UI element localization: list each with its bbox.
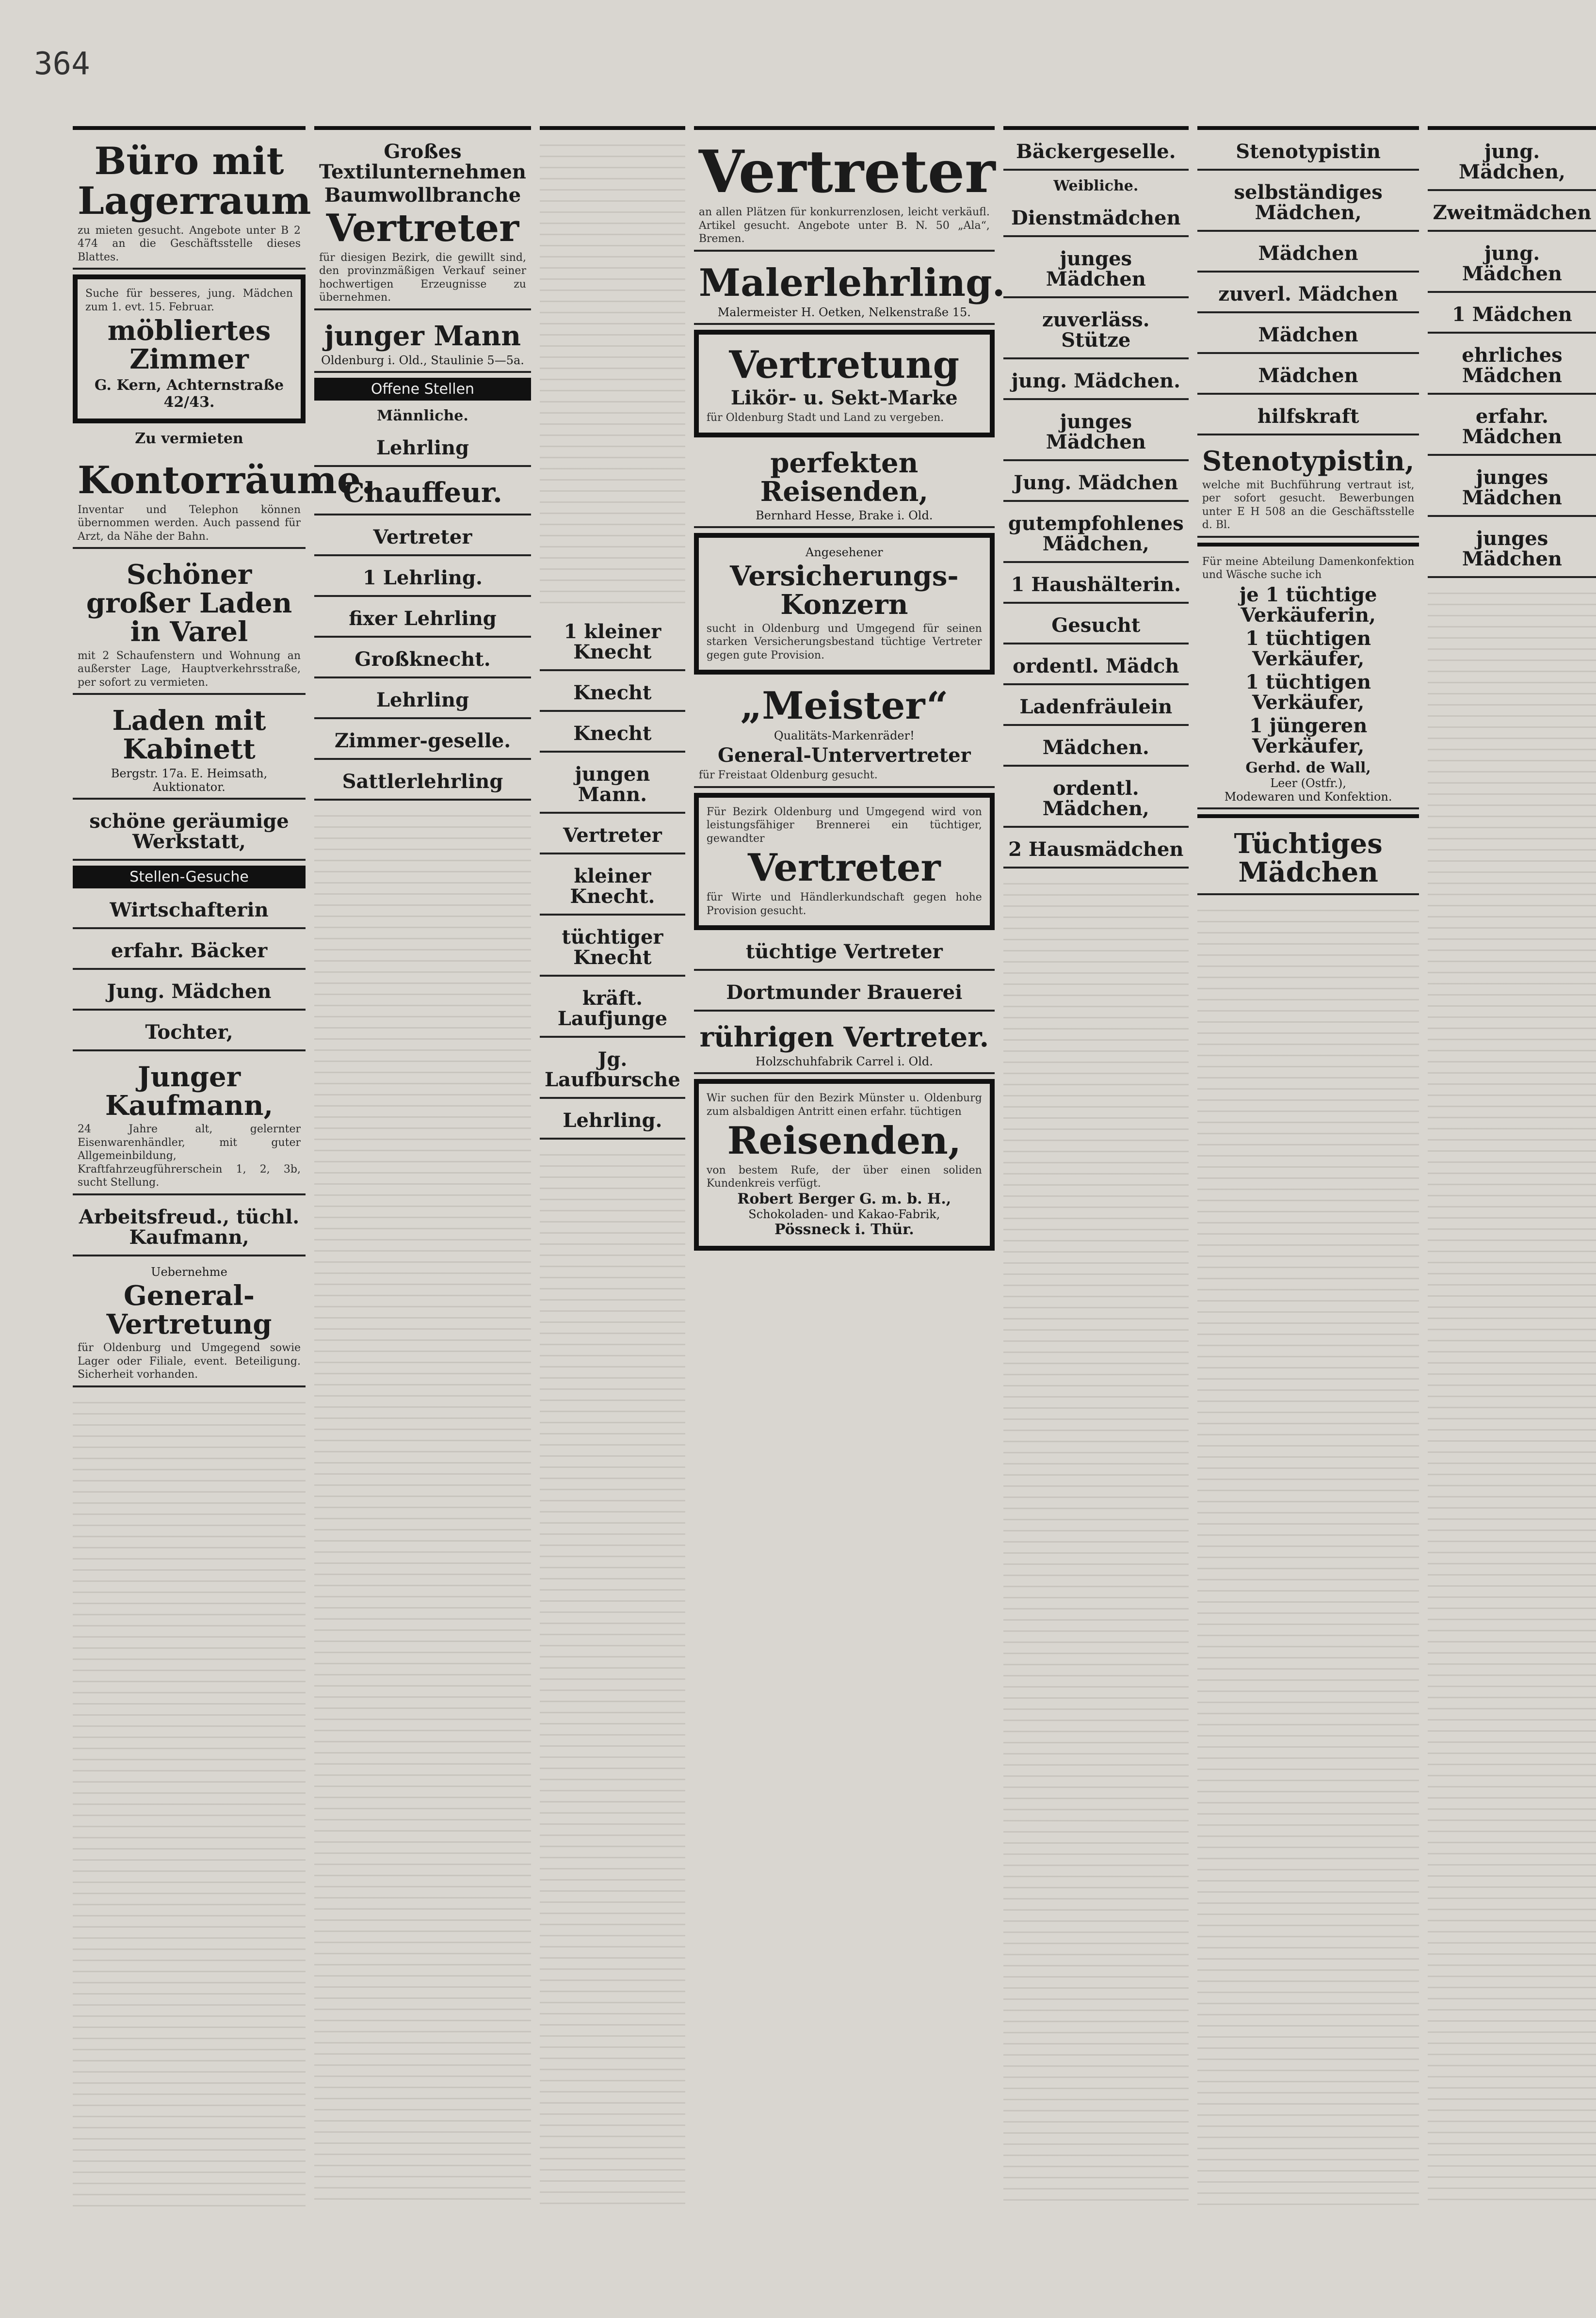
ad-de-wall bbox=[1197, 551, 1419, 809]
column-rule bbox=[694, 126, 995, 130]
ad-clog-factory bbox=[694, 1016, 995, 1074]
ad-girl bbox=[1197, 176, 1419, 232]
column-fill bbox=[314, 805, 531, 2206]
ad-title: junger Mann bbox=[324, 320, 521, 352]
column-3 bbox=[540, 126, 685, 2206]
ad-head: Großes Textilunternehmen bbox=[319, 140, 526, 183]
ad-farmhand bbox=[540, 920, 685, 977]
ad-title: ehrliches Mädchen bbox=[1462, 344, 1563, 387]
ad-body: für Oldenburg und Umgegend sowie Lager oder Filiale, event. Beteiligung. Sicherheit vorhanden. bbox=[78, 1342, 301, 1381]
ad-title: fixer Lehrling bbox=[349, 607, 497, 630]
ad-apprentice bbox=[314, 602, 531, 638]
ad-title: Zweitmädchen bbox=[1433, 201, 1592, 224]
ad-farmhand bbox=[540, 717, 685, 753]
ad-distillery bbox=[694, 793, 995, 930]
ad-sub: Likör- u. Sekt-Marke bbox=[730, 386, 958, 410]
ad-representative bbox=[314, 520, 531, 556]
ad-firm: Bernhard Hesse, Brake i. Old. bbox=[756, 509, 933, 523]
ad-body: an allen Plätzen für konkurrenzlosen, leicht verkäufl. Artikel gesucht. Angebote unter B. N. 50 „Ala“, Bremen. bbox=[698, 206, 990, 245]
ad-saddler bbox=[314, 765, 531, 801]
ad-title: gutempfohlenes Mädchen, bbox=[1008, 512, 1184, 555]
ad-baker bbox=[73, 934, 306, 970]
ad-title: jung. Mädchen bbox=[1462, 242, 1563, 285]
ad-girl bbox=[1428, 298, 1596, 334]
ad-young-man bbox=[540, 757, 685, 814]
ad-title: Stenotypistin bbox=[1236, 140, 1381, 163]
ad-farmhand bbox=[314, 643, 531, 678]
column-rule bbox=[540, 126, 685, 130]
ad-firm-sub: Schokoladen- und Kakao-Fabrik, bbox=[748, 1207, 940, 1221]
ad-young-girl bbox=[1003, 242, 1189, 298]
ad-title: Mädchen bbox=[1258, 323, 1358, 346]
ad-title: jung. Mädchen, bbox=[1458, 140, 1565, 183]
column-rule bbox=[73, 126, 306, 130]
section-heading: Zu vermieten bbox=[135, 430, 243, 447]
ad-sub: Modewaren und Konfektion. bbox=[1224, 789, 1392, 804]
ad-pre: Uebernehme bbox=[151, 1265, 227, 1279]
ad-title: „Meister“ bbox=[740, 684, 949, 728]
ad-city: Pössneck i. Thür. bbox=[774, 1221, 914, 1238]
ad-body: 24 Jahre alt, gelernter Eisenwarenhändler, mit guter Allgemeinbildung, Kraftfahrzeugführerschein 1, 2, 3b, sucht Stellung. bbox=[78, 1123, 301, 1189]
ad-chocolate-factory bbox=[694, 1079, 995, 1251]
column-fill bbox=[73, 1392, 306, 2206]
ad-daughter bbox=[73, 1015, 306, 1051]
ad-title: Sattlerlehrling bbox=[342, 770, 503, 793]
section-heading: Offene Stellen bbox=[314, 378, 531, 401]
section-heading: Männliche. bbox=[377, 407, 468, 424]
ad-young-girl bbox=[1428, 237, 1596, 293]
ad-typist-wide bbox=[1197, 440, 1419, 538]
ad-title: Chauffeur. bbox=[343, 476, 502, 509]
ad-housemaids bbox=[1003, 833, 1189, 869]
ad-title: jung. Mädchen. bbox=[1011, 370, 1181, 392]
ad-title: 1 tüchtigen Verkäufer, bbox=[1245, 670, 1371, 714]
ad-representative bbox=[694, 135, 995, 252]
ad-title: Junger Kaufmann, bbox=[105, 1061, 274, 1122]
ad-title: Reisenden, bbox=[727, 1119, 961, 1163]
ad-title: Laden mit Kabinett bbox=[112, 705, 266, 765]
ad-shop-assistant bbox=[1003, 690, 1189, 726]
ad-title: Bäckergeselle. bbox=[1016, 140, 1176, 163]
ad-title: schöne geräumige Werkstatt, bbox=[89, 809, 289, 853]
ad-title: 1 kleiner Knecht bbox=[564, 620, 661, 663]
ad-title: Lehrling bbox=[376, 436, 469, 459]
ad-girl bbox=[1003, 772, 1189, 828]
column-rule bbox=[314, 126, 531, 130]
ad-firm: Holzschuhfabrik Carrel i. Old. bbox=[755, 1055, 933, 1069]
ad-title: General-Vertretung bbox=[106, 1279, 272, 1340]
ad-traveller bbox=[694, 442, 995, 529]
column-fill bbox=[1003, 873, 1189, 2206]
ad-girl bbox=[1003, 507, 1189, 563]
ad-title: Malerlehrling. bbox=[698, 260, 1005, 305]
ad-girl bbox=[1428, 400, 1596, 456]
ad-firm: G. Kern, Achternstraße 42/43. bbox=[94, 376, 284, 411]
column-rule bbox=[1197, 814, 1419, 818]
ad-title: Büro mit Lagerraum bbox=[78, 139, 311, 223]
ad-liquor-agency bbox=[694, 330, 995, 437]
ad-title: Vertreter bbox=[373, 526, 472, 549]
ad-errand-boy bbox=[540, 982, 685, 1038]
ad-housekeeper bbox=[1003, 568, 1189, 604]
ad-shop-cabinet bbox=[73, 700, 306, 800]
ad-second-maid bbox=[1428, 196, 1596, 232]
ad-title: möbliertes Zimmer bbox=[107, 315, 271, 376]
ad-chauffeur bbox=[314, 472, 531, 516]
ad-baker bbox=[1003, 135, 1189, 171]
column-fill bbox=[540, 135, 685, 610]
ad-pre: Für meine Abteilung Damenkonfektion und Wäsche suche ich bbox=[1202, 555, 1415, 581]
ad-title: 1 Lehrling. bbox=[363, 566, 483, 590]
section-heading: Stellen-Gesuche bbox=[73, 866, 306, 888]
ad-young-merchant bbox=[73, 1056, 306, 1195]
ad-title: 2 Hausmädchen bbox=[1008, 838, 1184, 861]
ad-title: Tüchtiges Mädchen bbox=[1234, 827, 1383, 888]
ad-young-girl bbox=[1003, 405, 1189, 461]
ad-firm: Malermeister H. Oetken, Nelkenstraße 15. bbox=[717, 306, 971, 320]
column-fill bbox=[1197, 900, 1419, 2206]
ad-title: hilfskraft bbox=[1257, 405, 1359, 428]
ad-general-agency bbox=[73, 1261, 306, 1387]
ad-girl bbox=[1197, 359, 1419, 395]
ad-title: Vertreter bbox=[698, 138, 996, 206]
ad-meister-bicycles bbox=[694, 679, 995, 788]
ad-title: Schöner großer Laden in Varel bbox=[86, 559, 292, 648]
ad-girl bbox=[1197, 237, 1419, 273]
ad-location: Leer (Ostfr.), bbox=[1270, 776, 1347, 790]
column-rule bbox=[1003, 126, 1189, 130]
ad-apprentice bbox=[314, 561, 531, 597]
ad-title: erfahr. Bäcker bbox=[111, 939, 268, 962]
column-2 bbox=[314, 126, 531, 2206]
ad-furnished-room bbox=[73, 274, 306, 423]
column-6 bbox=[1197, 126, 1419, 2206]
ad-title2: General-Untervertreter bbox=[717, 744, 971, 767]
ad-journeyman bbox=[314, 724, 531, 760]
ad-title: selbständiges Mädchen, bbox=[1234, 181, 1383, 224]
ad-body: sucht in Oldenburg und Umgegend für seinen starken Versicherungsbestand tüchtige Vertreter gegen gute Provision. bbox=[706, 622, 982, 661]
column-1 bbox=[73, 126, 374, 2206]
ad-title: rührigen Vertreter. bbox=[699, 1021, 989, 1054]
ad-apprentice bbox=[314, 683, 531, 719]
ad-region: Für Bezirk Oldenburg und Umgegend wird von leistungsfähiger Brennerei ein tüchtiger, gewandter bbox=[706, 805, 982, 845]
ad-body: für Wirte und Händlerkundschaft gegen hohe Provision gesucht. bbox=[706, 891, 982, 917]
ad-apprentice bbox=[540, 1104, 685, 1140]
ad-young-girl bbox=[1003, 466, 1189, 502]
ad-painter-apprentice bbox=[694, 257, 1005, 325]
ad-apprentice bbox=[314, 431, 531, 467]
ad-office-rooms bbox=[73, 454, 374, 549]
ad-body: mit 2 Schaufenstern und Wohnung an außerster Lage, Hauptverkehrsstraße, per sofort zu vermieten. bbox=[78, 649, 301, 689]
ad-title: Großknecht. bbox=[355, 648, 491, 671]
ad-maid bbox=[1003, 201, 1189, 237]
ad-textile-company bbox=[314, 135, 531, 310]
ad-brewery bbox=[694, 976, 995, 1012]
ad-wanted bbox=[1003, 609, 1189, 644]
ad-workshop bbox=[73, 805, 306, 861]
ad-title: Mädchen bbox=[1258, 364, 1358, 387]
ad-young-man bbox=[314, 315, 531, 373]
ad-title: kleiner Knecht. bbox=[570, 865, 655, 908]
ad-title: junges Mädchen bbox=[1462, 466, 1563, 509]
ad-young-girl bbox=[1428, 522, 1596, 578]
ad-title: Knecht bbox=[573, 722, 652, 745]
page-number: 364 bbox=[34, 46, 90, 82]
column-rule bbox=[1197, 126, 1419, 130]
ad-body: von bestem Rufe, der über einen soliden Kundenkreis verfügt. bbox=[706, 1164, 982, 1190]
section-heading: Weibliche. bbox=[1053, 177, 1139, 194]
ad-title: Mädchen bbox=[1258, 242, 1358, 265]
ad-title: Versicherungs-Konzern bbox=[730, 560, 959, 621]
ad-title: 1 tüchtigen Verkäufer, bbox=[1245, 627, 1371, 670]
ad-body: Inventar und Telephon können übernommen werden. Auch passend für Arzt, da Nähe der Bahn. bbox=[78, 503, 301, 543]
ad-title: Jung. Mädchen bbox=[1014, 471, 1178, 494]
ad-title: erfahr. Mädchen bbox=[1462, 405, 1563, 448]
ad-housekeeper bbox=[73, 893, 306, 929]
column-4 bbox=[694, 126, 1005, 2206]
ad-representatives bbox=[694, 935, 995, 971]
ad-pre: Angesehener bbox=[805, 546, 883, 560]
ad-helper bbox=[1197, 400, 1419, 435]
ad-title: Jg. Laufbursche bbox=[544, 1048, 680, 1091]
ad-title: Wirtschafterin bbox=[110, 898, 269, 921]
ad-title: Vertreter bbox=[326, 206, 519, 250]
ad-young-girl bbox=[1428, 461, 1596, 517]
ad-girl bbox=[1428, 338, 1596, 395]
ad-insurance bbox=[694, 533, 995, 675]
ad-title: zuverläss. Stütze bbox=[1042, 308, 1150, 352]
ad-title: Dienstmädchen bbox=[1011, 207, 1181, 229]
ad-help bbox=[1003, 303, 1189, 359]
ad-representative bbox=[540, 819, 685, 854]
ad-body: Suche für besseres, jung. Mädchen zum 1. evt. 15. Februar. bbox=[85, 288, 293, 313]
ad-sub: Qualitäts-Markenräder! bbox=[774, 729, 915, 743]
ad-title: Vertreter bbox=[748, 846, 941, 890]
ad-farmhand bbox=[540, 859, 685, 916]
ad-office-storage bbox=[73, 135, 311, 270]
ad-girl bbox=[1197, 823, 1419, 896]
ad-body: welche mit Buchführung vertraut ist, per sofort gesucht. Bewerbungen unter E H 508 an die Geschäftsstelle d. Bl. bbox=[1202, 479, 1415, 531]
column-rule bbox=[1197, 543, 1419, 547]
column-fill bbox=[1428, 583, 1596, 2206]
ad-title: je 1 tüchtige Verkäuferin, bbox=[1239, 583, 1377, 627]
ad-title: jungen Mann. bbox=[575, 763, 650, 806]
ad-title: Knecht bbox=[573, 681, 652, 704]
ad-young-girl bbox=[73, 975, 306, 1011]
ad-title: ordentl. Mädchen, bbox=[1042, 777, 1149, 820]
ad-title: kräft. Laufjunge bbox=[557, 987, 668, 1030]
ad-title: Vertretung bbox=[729, 343, 960, 387]
column-fill bbox=[540, 1144, 685, 2206]
ad-title: tüchtige Vertreter bbox=[745, 940, 943, 964]
ad-title: Tochter, bbox=[145, 1020, 233, 1044]
ad-girl bbox=[1003, 731, 1189, 767]
ad-title: Ladenfräulein bbox=[1019, 695, 1173, 718]
ad-sub: Baumwollbranche bbox=[324, 184, 521, 207]
ad-firm: Robert Berger G. m. b. H., bbox=[737, 1190, 951, 1207]
ad-intro: Wir suchen für den Bezirk Münster u. Oldenburg zum alsbaldigen Antritt einen erfahr. tüchtigen bbox=[706, 1092, 982, 1118]
ad-title: zuverl. Mädchen bbox=[1218, 283, 1398, 306]
ad-title: ordentl. Mädch bbox=[1013, 655, 1179, 677]
ad-title: 1 Mädchen bbox=[1452, 303, 1572, 326]
ad-title: Lehrling bbox=[376, 689, 469, 712]
ad-title: junges Mädchen bbox=[1046, 247, 1146, 290]
column-5 bbox=[1003, 126, 1189, 2206]
ad-title: 1 Haushälterin. bbox=[1011, 573, 1181, 596]
ad-young-girl bbox=[1428, 135, 1596, 191]
ad-farmhand bbox=[540, 615, 685, 671]
ad-young-girl bbox=[1003, 364, 1189, 400]
ad-girl bbox=[1003, 649, 1189, 685]
column-rule bbox=[1428, 126, 1596, 130]
ad-typist bbox=[1197, 135, 1419, 171]
ad-title: Lehrling. bbox=[563, 1109, 662, 1132]
ad-title: Kontorräume. bbox=[78, 458, 374, 502]
ad-title: Mädchen. bbox=[1042, 736, 1149, 759]
ad-title: Jung. Mädchen bbox=[107, 980, 272, 1003]
ad-shop-varel bbox=[73, 554, 306, 695]
ad-firm: Bergstr. 17a. E. Heimsath, Auktionator. bbox=[111, 766, 268, 794]
ad-title: perfekten Reisenden, bbox=[760, 447, 928, 508]
ad-body: zu mieten gesucht. Angebote unter B 2 474 an die Geschäftsstelle dieses Blattes. bbox=[78, 224, 301, 263]
ad-title: Gesucht bbox=[1051, 614, 1141, 637]
ad-body: für Oldenburg Stadt und Land zu vergeben. bbox=[706, 412, 944, 424]
ad-title: junges Mädchen bbox=[1046, 410, 1146, 453]
ad-girl bbox=[1197, 277, 1419, 313]
ad-body: für Freistaat Oldenburg gesucht. bbox=[698, 769, 878, 782]
ad-body: für diesigen Bezirk, die gewillt sind, den provinzmäßigen Verkauf seiner hochwertigen Erzeugnisse zu übernehmen. bbox=[319, 251, 526, 304]
ad-errand-boy bbox=[540, 1043, 685, 1099]
ad-firm: Oldenburg i. Old., Staulinie 5—5a. bbox=[321, 353, 524, 367]
ad-title: Vertreter bbox=[563, 824, 662, 847]
ad-title: Dortmunder Brauerei bbox=[726, 981, 963, 1004]
ad-girl bbox=[1197, 318, 1419, 354]
newspaper-page bbox=[73, 126, 1592, 2206]
ad-title: tüchtiger Knecht bbox=[562, 926, 663, 969]
ad-title: Zimmer-gesellе. bbox=[334, 729, 511, 753]
ad-title: Stenotypistin, bbox=[1202, 445, 1415, 477]
ad-title: Arbeitsfreud., tüchl. Kaufmann, bbox=[79, 1205, 300, 1249]
column-7 bbox=[1428, 126, 1596, 2206]
ad-firm: Gerhd. de Wall, bbox=[1245, 759, 1371, 776]
ad-title: 1 jüngeren Verkäufer, bbox=[1249, 714, 1368, 757]
ad-title: junges Mädchen bbox=[1462, 527, 1563, 570]
ad-farmhand bbox=[540, 676, 685, 712]
ad-merchant bbox=[73, 1200, 306, 1256]
